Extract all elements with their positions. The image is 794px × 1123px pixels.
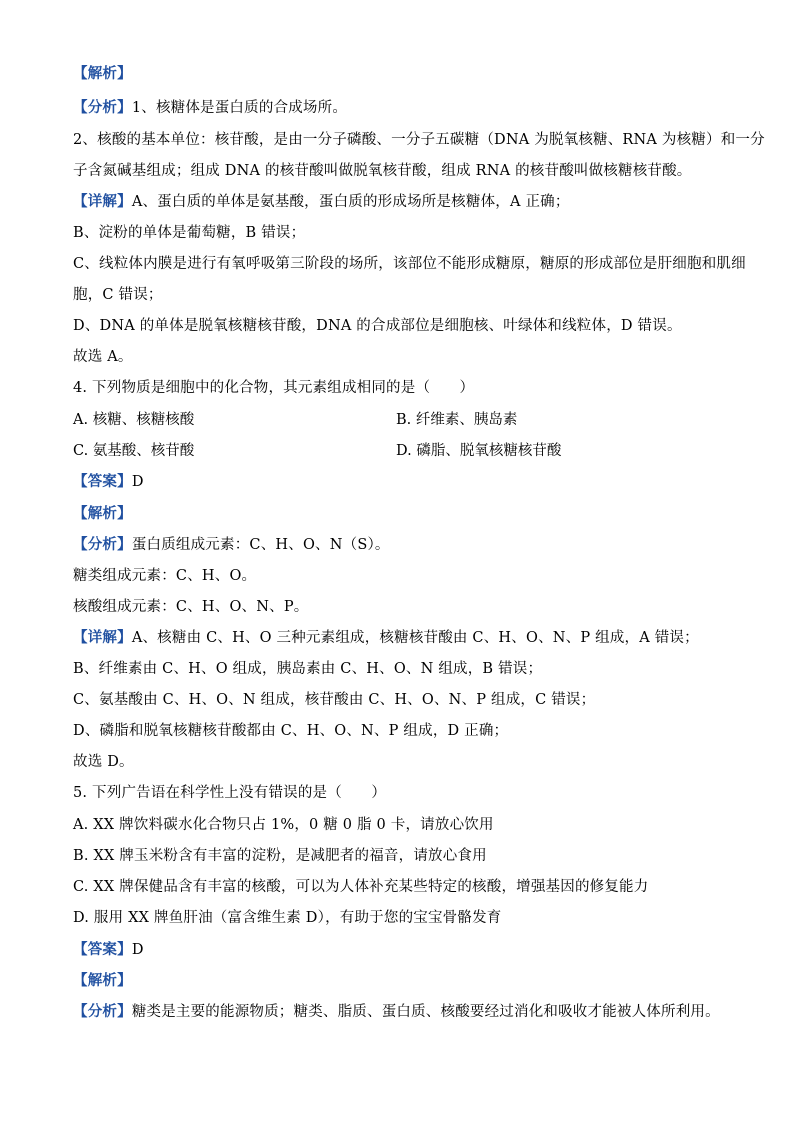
q5-analysis: 【分析】糖类是主要的能源物质；糖类、脂质、蛋白质、核酸要经过消化和吸收才能被人体所利用。 xyxy=(73,1003,720,1020)
q4-answer: 【答案】D xyxy=(73,473,144,490)
q5-analysis-heading: 【解析】 xyxy=(73,972,132,989)
analysis-point-1: 【分析】1、核糖体是蛋白质的合成场所。 xyxy=(73,99,348,116)
q4-detail-a: 【详解】A、核糖由 C、H、O 三种元素组成，核糖核苷酸由 C、H、O、N、P 组成，A 错误； xyxy=(73,629,699,646)
q4-option-c: C. 氨基酸、核苷酸 xyxy=(73,443,195,459)
q4-detail-d: D、磷脂和脱氧核糖核苷酸都由 C、H、O、N、P 组成，D 正确； xyxy=(73,723,509,739)
q4-detail-b: B、纤维素由 C、H、O 组成，胰岛素由 C、H、O、N 组成，B 错误； xyxy=(73,661,543,677)
q5-option-b: B. XX 牌玉米粉含有丰富的淀粉，是减肥者的福音，请放心食用 xyxy=(73,848,487,864)
question-5-stem: 5. 下列广告语在科学性上没有错误的是（ ） xyxy=(73,785,387,801)
q5-answer: 【答案】D xyxy=(73,941,144,958)
q4-analysis-nucleic: 核酸组成元素：C、H、O、N、P。 xyxy=(73,599,309,615)
detail-b: B、淀粉的单体是葡萄糖，B 错误； xyxy=(73,225,306,241)
question-4-stem: 4. 下列物质是细胞中的化合物，其元素组成相同的是（ ） xyxy=(73,380,475,396)
detail-a: 【详解】A、蛋白质的单体是氨基酸，蛋白质的形成场所是核糖体，A 正确； xyxy=(73,193,570,210)
q4-conclusion: 故选 D。 xyxy=(73,754,134,770)
q4-option-a: A. 核糖、核糖核酸 xyxy=(73,412,195,428)
q5-option-c: C. XX 牌保健品含有丰富的核酸，可以为人体补充某些特定的核酸，增强基因的修复能力 xyxy=(73,879,649,895)
q4-option-d: D. 磷脂、脱氧核糖核苷酸 xyxy=(396,443,562,459)
conclusion: 故选 A。 xyxy=(73,349,133,365)
analysis-point-2-cont: 子含氮碱基组成；组成 DNA 的核苷酸叫做脱氧核苷酸，组成 RNA 的核苷酸叫做核糖核苷酸。 xyxy=(73,163,692,179)
detail-c: C、线粒体内膜是进行有氧呼吸第三阶段的场所，该部位不能形成糖原，糖原的形成部位是肝细胞和肌细 xyxy=(73,256,746,272)
analysis-heading: 【解析】 xyxy=(73,65,132,82)
q4-analysis-sugar: 糖类组成元素：C、H、O。 xyxy=(73,568,257,584)
q5-option-a: A. XX 牌饮料碳水化合物只占 1%，0 糖 0 脂 0 卡，请放心饮用 xyxy=(73,817,494,833)
q4-option-b: B. 纤维素、胰岛素 xyxy=(396,412,518,428)
detail-c-cont: 胞，C 错误； xyxy=(73,287,163,303)
q4-analysis-heading: 【解析】 xyxy=(73,505,132,522)
q5-option-d: D. 服用 XX 牌鱼肝油（富含维生素 D），有助于您的宝宝骨骼发育 xyxy=(73,910,502,926)
q4-analysis-protein: 【分析】蛋白质组成元素：C、H、O、N（S）。 xyxy=(73,536,390,553)
detail-d: D、DNA 的单体是脱氧核糖核苷酸，DNA 的合成部位是细胞核、叶绿体和线粒体，D 错误。 xyxy=(73,318,682,334)
q4-detail-c: C、氨基酸由 C、H、O、N 组成，核苷酸由 C、H、O、N、P 组成，C 错误； xyxy=(73,692,596,708)
analysis-point-2: 2、核酸的基本单位：核苷酸，是由一分子磷酸、一分子五碳糖（DNA 为脱氧核糖、RNA 为核糖）和一分 xyxy=(73,132,765,148)
